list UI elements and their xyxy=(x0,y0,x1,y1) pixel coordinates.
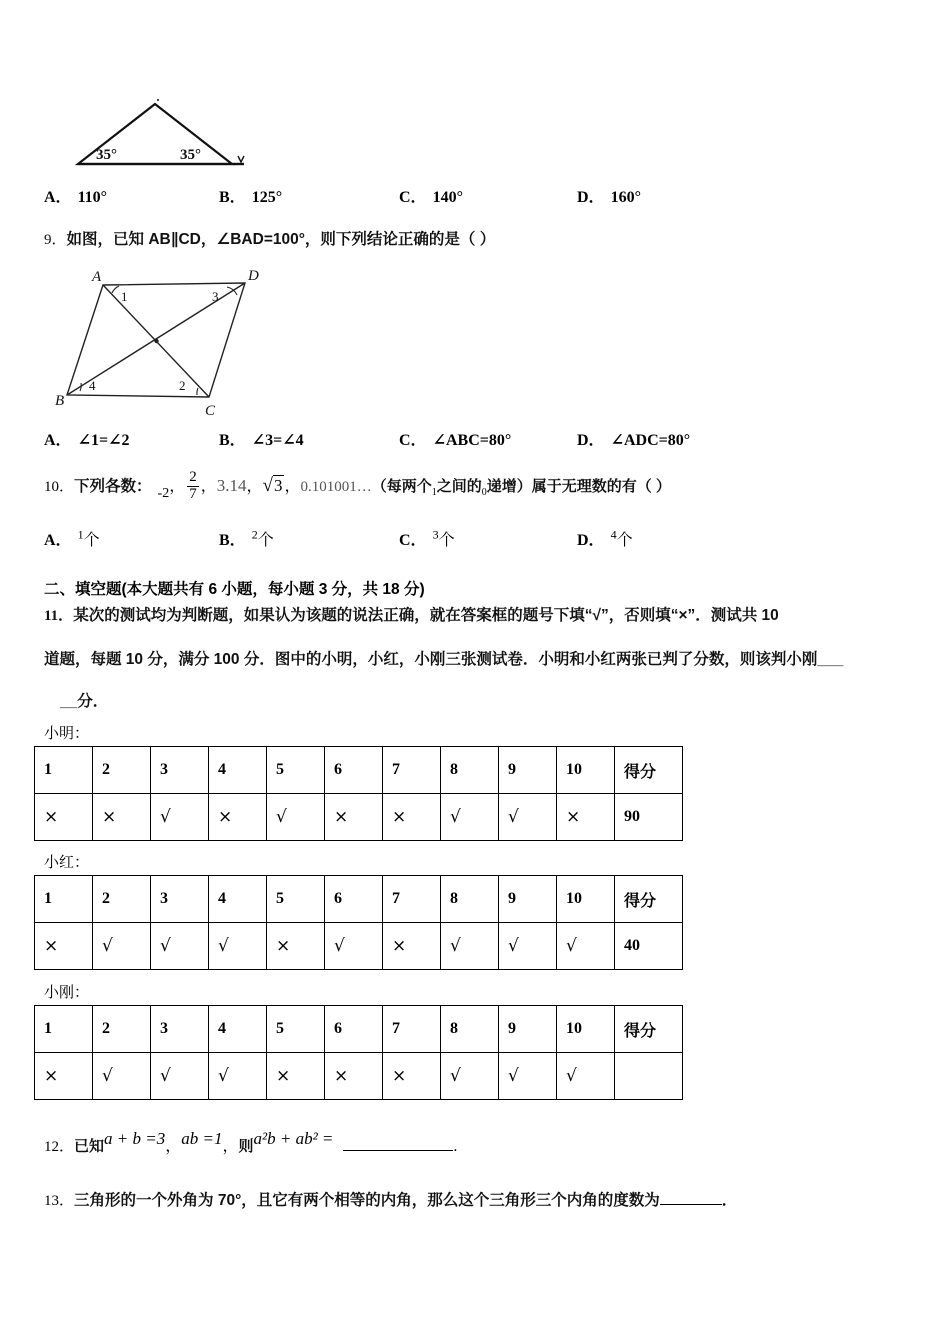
table-header-cell: 7 xyxy=(383,1006,441,1053)
table-mark-cell: √ xyxy=(209,1053,267,1100)
q10-choice-b-unit: 个 xyxy=(257,532,274,549)
q9-choice-a-text: ∠1=∠2 xyxy=(77,432,130,449)
table-mark-cell: √ xyxy=(557,923,615,970)
table-header-cell: 8 xyxy=(441,1006,499,1053)
q10-choice-a-label: A． xyxy=(44,532,72,549)
table-row xyxy=(35,747,683,794)
table-mark-cell: √ xyxy=(499,1053,557,1100)
q8-choice-d-label: D． xyxy=(577,189,605,206)
q10-choice-a-num: 1 xyxy=(77,527,84,542)
table-mark-cell: √ xyxy=(267,794,325,841)
q9-choice-c[interactable] xyxy=(399,427,577,450)
section-2-heading: 二、填空题(本大题共有 6 小题，每小题 3 分，共 18 分) xyxy=(44,581,425,598)
table-header-cell: 1 xyxy=(35,876,93,923)
table-mark-cell: √ xyxy=(151,794,209,841)
q10-item-314: 3.14 xyxy=(216,476,247,495)
table-row xyxy=(35,923,683,970)
table-header-cell: 5 xyxy=(267,747,325,794)
q12-period: . xyxy=(453,1138,458,1155)
table-header-cell: 3 xyxy=(151,876,209,923)
q9-choice-b-text: ∠3=∠4 xyxy=(251,432,304,449)
score-table-xiaoming xyxy=(34,746,683,841)
table-header-cell: 9 xyxy=(499,1006,557,1053)
angle-label-3: 3 xyxy=(212,289,219,304)
table-header-cell: 4 xyxy=(209,1006,267,1053)
q11-line-3: __分． xyxy=(60,693,109,710)
q13-answer-blank[interactable] xyxy=(660,1189,722,1205)
q8-choice-b[interactable] xyxy=(219,184,399,207)
q9-choice-c-label: C． xyxy=(399,432,427,449)
table-label-xiaohong: 小红： xyxy=(44,854,90,871)
q12-eq1: a + b =3 xyxy=(104,1129,166,1148)
table-mark-cell: √ xyxy=(441,794,499,841)
table-mark-cell: √ xyxy=(325,923,383,970)
table-mark-cell: √ xyxy=(499,794,557,841)
table-mark-cell: × xyxy=(383,794,441,841)
q10-choice-b-num: 2 xyxy=(251,527,258,542)
q9-choice-a[interactable] xyxy=(44,427,219,450)
q11-line1-text: 某次的测试均为判断题，如果认为该题的说法正确，就在答案框的题号下填“√”，否则填“×”．测试共 10 xyxy=(73,607,779,624)
table-mark-cell: × xyxy=(557,794,615,841)
q13-number: 13． xyxy=(44,1193,75,1210)
q9-choices xyxy=(44,427,744,450)
q12-then: 则 xyxy=(238,1138,254,1155)
table-header-cell: 9 xyxy=(499,747,557,794)
q11-number: 11． xyxy=(44,608,74,624)
table-header-score: 得分 xyxy=(615,747,683,794)
q9-choice-d-text: ∠ADC=80° xyxy=(610,432,691,449)
q10-item-fraction: $\frac{2}{7}$ xyxy=(189,469,197,502)
score-table-xiaogang xyxy=(34,1005,683,1100)
q10-item-neg2: -2 xyxy=(157,486,170,501)
table-header-cell: 2 xyxy=(93,747,151,794)
table-header-cell: 5 xyxy=(267,876,325,923)
q9-parallelogram-figure xyxy=(55,265,280,417)
q12 xyxy=(44,1129,458,1159)
table-header-cell: 3 xyxy=(151,1006,209,1053)
q8-choice-c-text: 140° xyxy=(432,189,463,206)
q10-choice-c-unit: 个 xyxy=(438,532,455,549)
q13-text: 三角形的一个外角为 70°，且它有两个相等的内角，那么这个三角形三个内角的度数为 xyxy=(74,1192,660,1210)
triangle-left-angle-label: 35° xyxy=(96,147,117,163)
q10-choice-c[interactable] xyxy=(399,527,577,550)
table-score-cell xyxy=(615,1053,683,1100)
q10-choice-b-label: B． xyxy=(219,532,246,549)
q10-choice-d[interactable] xyxy=(577,527,633,550)
table-mark-cell: × xyxy=(267,1053,325,1100)
table-label-xiaogang: 小刚： xyxy=(44,984,90,1001)
table-mark-cell: √ xyxy=(441,1053,499,1100)
table-mark-cell: × xyxy=(35,923,93,970)
q10-choice-d-num: 4 xyxy=(610,527,617,542)
vertex-label-a: A xyxy=(92,269,102,285)
table-mark-cell: √ xyxy=(441,923,499,970)
table-header-score: 得分 xyxy=(615,876,683,923)
q9-choice-b[interactable] xyxy=(219,427,399,450)
table-header-cell: 2 xyxy=(93,1006,151,1053)
vertex-label-c: C xyxy=(205,403,216,417)
q8-choice-a-text: 110° xyxy=(77,189,108,206)
table-label-xiaoming: 小明： xyxy=(44,725,90,742)
q10-choice-d-unit: 个 xyxy=(616,532,633,549)
q11-line-1 xyxy=(44,604,779,628)
table-header-score: 得分 xyxy=(615,1006,683,1053)
table-row xyxy=(35,876,683,923)
triangle-svg xyxy=(60,82,260,177)
table-mark-cell: √ xyxy=(557,1053,615,1100)
q12-known: 已知 xyxy=(74,1138,105,1155)
table-header-cell: 3 xyxy=(151,747,209,794)
triangle-right-angle-label: 35° xyxy=(180,147,201,163)
q10-tail-sub1: 1 xyxy=(431,487,437,499)
q10-lead: 下列各数： xyxy=(74,478,152,495)
table-mark-cell: √ xyxy=(499,923,557,970)
vertex-label-d: D xyxy=(248,268,259,284)
table-mark-cell: × xyxy=(209,794,267,841)
q10-stem: 10．下列各数： -2， $\frac{2}{7}$ ，3.14，√3 ，0.101001…（每两个$_1$之间的$_0$递增）属于无理数的有（ ） xyxy=(44,469,671,502)
table-header-cell: 6 xyxy=(325,876,383,923)
q12-sep2: ， xyxy=(222,1138,239,1155)
q12-eq2: ab =1 xyxy=(181,1129,223,1148)
q10-tail-3: 递增）属于无理数的有（ ） xyxy=(486,478,671,495)
q8-choice-a-label: A． xyxy=(44,189,72,206)
q11-line-2: 道题，每题 10 分，满分 100 分．图中的小明，小红，小刚三张测试卷．小明和小红两张已判了分数，则该判小刚___ xyxy=(44,651,844,668)
q10-choice-a[interactable] xyxy=(44,527,219,550)
q8-choice-c-label: C． xyxy=(399,189,427,206)
table-header-cell: 6 xyxy=(325,1006,383,1053)
table-score-cell: 90 xyxy=(615,794,683,841)
q9-choice-d[interactable] xyxy=(577,427,690,450)
table-mark-cell: × xyxy=(93,794,151,841)
q8-choice-b-label: B． xyxy=(219,189,246,206)
table-header-cell: 10 xyxy=(557,747,615,794)
table-mark-cell: × xyxy=(35,794,93,841)
table-header-cell: 5 xyxy=(267,1006,325,1053)
table-score-cell: 40 xyxy=(615,923,683,970)
q12-answer-blank[interactable] xyxy=(343,1135,453,1151)
table-header-cell: 8 xyxy=(441,876,499,923)
vertex-label-b: B xyxy=(55,393,65,409)
table-mark-cell: √ xyxy=(93,1053,151,1100)
table-header-cell: 1 xyxy=(35,747,93,794)
table-header-cell: 9 xyxy=(499,876,557,923)
table-mark-cell: √ xyxy=(151,923,209,970)
table-header-cell: 10 xyxy=(557,1006,615,1053)
table-row xyxy=(35,1053,683,1100)
q10-choice-a-unit: 个 xyxy=(83,532,100,549)
table-mark-cell: √ xyxy=(209,923,267,970)
score-table-xiaohong xyxy=(34,875,683,970)
q8-choice-d[interactable] xyxy=(577,184,641,207)
table-header-cell: 4 xyxy=(209,747,267,794)
table-header-cell: 10 xyxy=(557,876,615,923)
q8-choice-c[interactable] xyxy=(399,184,577,207)
angle-label-4: 4 xyxy=(89,378,96,393)
q12-sep1: ， xyxy=(165,1138,182,1155)
table-header-cell: 4 xyxy=(209,876,267,923)
table-header-cell: 1 xyxy=(35,1006,93,1053)
q10-number: 10． xyxy=(44,479,75,495)
q8-triangle-figure xyxy=(60,82,260,177)
q10-tail-sub2: 0 xyxy=(481,487,487,499)
q8-choice-d-text: 160° xyxy=(610,189,641,206)
q12-eq3: a²b + ab² = xyxy=(253,1129,334,1148)
q9-stem-text: 如图，已知 AB∥CD，∠BAD=100°，则下列结论正确的是（ ） xyxy=(66,231,496,248)
q9-choice-a-label: A． xyxy=(44,432,72,449)
table-mark-cell: √ xyxy=(151,1053,209,1100)
table-mark-cell: × xyxy=(383,1053,441,1100)
q8-choice-b-text: 125° xyxy=(251,189,283,206)
q9-number: 9． xyxy=(44,232,67,248)
table-row xyxy=(35,1006,683,1053)
table-mark-cell: × xyxy=(325,794,383,841)
q10-choice-c-num: 3 xyxy=(432,527,439,542)
table-header-cell: 8 xyxy=(441,747,499,794)
table-header-cell: 7 xyxy=(383,747,441,794)
angle-label-1: 1 xyxy=(121,289,128,304)
parallelogram-svg xyxy=(55,265,280,417)
table-mark-cell: × xyxy=(35,1053,93,1100)
q9-choice-d-label: D． xyxy=(577,432,605,449)
q10-tail-1: （每两个 xyxy=(371,478,432,495)
table-mark-cell: × xyxy=(383,923,441,970)
q10-choice-c-label: C． xyxy=(399,532,427,549)
table-header-cell: 6 xyxy=(325,747,383,794)
q10-item-sqrt3: √3 xyxy=(262,475,283,496)
q13 xyxy=(44,1189,737,1212)
table-mark-cell: √ xyxy=(93,923,151,970)
q9-choice-c-text: ∠ABC=80° xyxy=(432,432,512,449)
table-row xyxy=(35,794,683,841)
q10-tail-2: 之间的 xyxy=(436,478,482,495)
q10-choice-b[interactable] xyxy=(219,527,399,550)
q13-period: ． xyxy=(721,1192,738,1210)
q9-stem xyxy=(44,228,495,252)
q10-item-decimal: 0.101001… xyxy=(300,479,372,495)
q8-choices xyxy=(44,184,744,207)
q8-choice-a[interactable] xyxy=(44,184,219,207)
table-mark-cell: × xyxy=(267,923,325,970)
q10-choices xyxy=(44,527,744,550)
table-header-cell: 7 xyxy=(383,876,441,923)
q9-choice-b-label: B． xyxy=(219,432,246,449)
q12-number: 12． xyxy=(44,1139,75,1155)
q10-choice-d-label: D． xyxy=(577,532,605,549)
table-header-cell: 2 xyxy=(93,876,151,923)
angle-label-2: 2 xyxy=(179,378,186,393)
table-mark-cell: × xyxy=(325,1053,383,1100)
